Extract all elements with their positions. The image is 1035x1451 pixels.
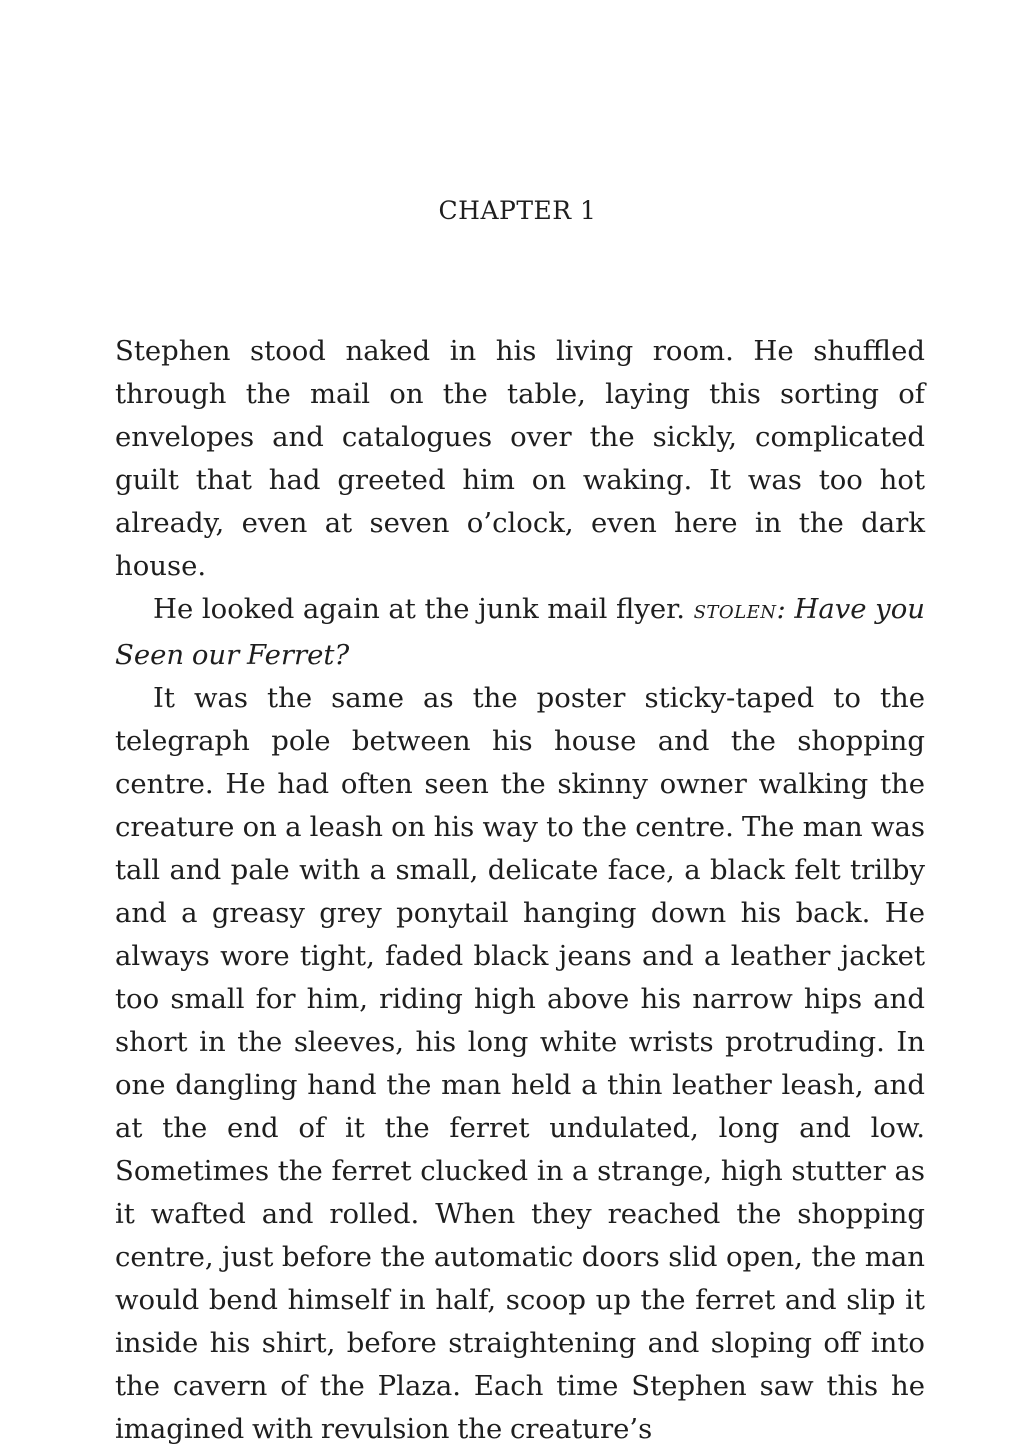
body-text [115,330,925,1451]
paragraph-2 [115,588,925,677]
flyer-text: : Have you Seen our Ferret? [115,593,925,671]
paragraph-1: Stephen stood naked in his living room. He shuffled through the mail on the table, laying this sorting of envelopes and catalogues over the sickly, complicated guilt that had greeted him on waking. It was too hot already, even at seven o’clock, even here in the dark house. [115,335,925,582]
chapter-heading: CHAPTER 1 [438,196,597,225]
paragraph-2-lead: He looked again at the junk mail flyer. [153,593,694,625]
paragraph-3: It was the same as the poster sticky-taped to the telegraph pole between his house and the shopping centre. He had often seen the skinny owner walking the creature on a leash on his way to the centre. The man was tall and pale with a small, delicate face, a black felt trilby and a greasy grey ponytail hanging down his back. He always wore tight, faded black jeans and a leather jacket too small for him, riding high above his narrow hips and short in the sleeves, his long white wrists protruding. In one dangling hand the man held a thin leather leash, and at the end of it the ferret undulated, long and low. Sometimes the ferret clucked in a strange, high stutter as it wafted and rolled. When they reached the shopping centre, just before the automatic doors slid open, the man would bend himself in half, scoop up the ferret and slip it inside his shirt, before straightening and sloping off into the cavern of the Plaza. Each time Stephen saw this he imagined with revulsion the creature’s [115,682,925,1445]
flyer-heading-stolen: STOLEN [693,602,777,623]
